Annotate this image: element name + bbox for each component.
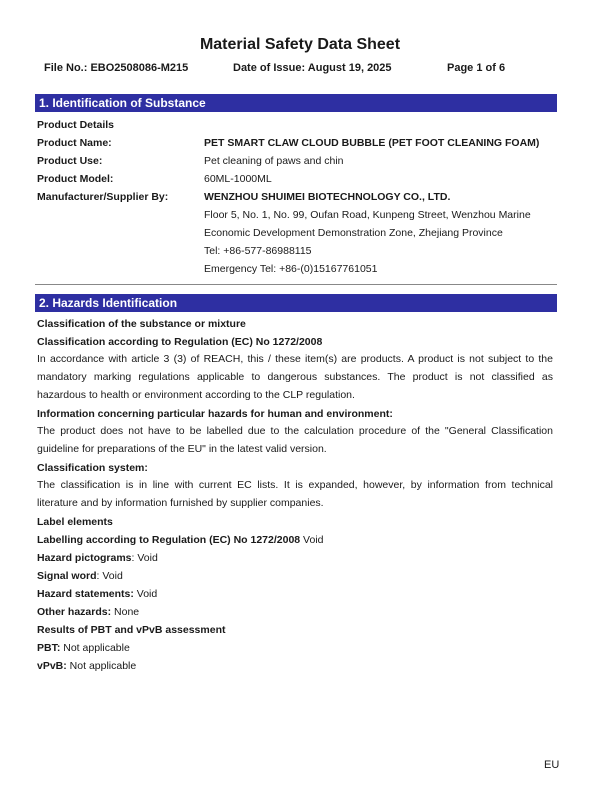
product-model-label: Product Model:	[37, 173, 114, 185]
other-hazards-line	[37, 606, 139, 618]
product-use-label: Product Use:	[37, 155, 103, 167]
product-model-value: 60ML-1000ML	[204, 173, 272, 185]
product-name-label: Product Name:	[37, 137, 112, 149]
classification-system-heading: Classification system:	[37, 462, 148, 474]
manufacturer-label: Manufacturer/Supplier By:	[37, 191, 169, 203]
hazard-statements-line	[37, 588, 157, 600]
pictograms-value: : Void	[131, 552, 158, 564]
signal-word-value: : Void	[96, 570, 123, 582]
address-line: Economic Development Demonstration Zone, Zhejiang Province	[204, 227, 503, 239]
signal-word-line	[37, 570, 123, 582]
vpvb-value: Not applicable	[66, 660, 137, 672]
vpvb-line	[37, 660, 136, 672]
regulation-heading: Classification according to Regulation (EC) No 1272/2008	[37, 336, 323, 348]
classification-system-text: The classification is in line with current EC lists. It is expanded, however, by information from technical literature and by information furnished by supplier companies.	[37, 479, 553, 509]
info-text: The product does not have to be labelled due to the calculation procedure of the "General Classification guideline for preparations of the EU" in the latest valid version.	[37, 425, 553, 455]
other-hazards-value: None	[111, 606, 140, 618]
label-elements-heading: Label elements	[37, 516, 113, 528]
pbt-label: PBT:	[37, 642, 61, 654]
info-heading: Information concerning particular hazards for human and environment:	[37, 408, 393, 420]
product-details-heading: Product Details	[37, 119, 115, 131]
document-title: Material Safety Data Sheet	[199, 36, 401, 53]
emergency-telephone: Emergency Tel: +86-(0)15167761051	[204, 263, 378, 275]
other-hazards-label: Other hazards:	[37, 606, 112, 618]
product-name-value: PET SMART CLAW CLOUD BUBBLE (PET FOOT CLEANING FOAM)	[204, 137, 540, 149]
file-number: File No.: EBO2508086-M215	[44, 62, 189, 74]
signal-word-label: Signal word	[37, 570, 97, 582]
telephone: Tel: +86-577-86988115	[204, 245, 312, 257]
pbt-line	[37, 642, 130, 654]
page-indicator: Page 1 of 6	[447, 62, 506, 74]
pictograms-line	[37, 552, 158, 564]
regulation-text: In accordance with article 3 (3) of REACH, this / these item(s) are products. A product is not subject to the mandatory marking regulations applicable to dangerous substances. The product is not classified as hazardous to health or environment according to the CLP regulation.	[37, 353, 553, 401]
section-2-heading: 2. Hazards Identification	[35, 294, 557, 312]
hazard-statements-label: Hazard statements:	[37, 588, 134, 600]
pbt-heading: Results of PBT and vPvB assessment	[37, 624, 226, 636]
labelling-value: Void	[300, 534, 324, 546]
labelling-line	[37, 534, 324, 546]
manufacturer-value: WENZHOU SHUIMEI BIOTECHNOLOGY CO., LTD.	[204, 191, 451, 203]
hazard-statements-value: Void	[133, 588, 158, 600]
classification-heading: Classification of the substance or mixture	[37, 318, 246, 330]
address-line: Floor 5, No. 1, No. 99, Oufan Road, Kunpeng Street, Wenzhou Marine	[204, 209, 531, 221]
labelling-heading: Labelling according to Regulation (EC) No 1272/2008	[37, 534, 301, 546]
vpvb-label: vPvB:	[37, 660, 67, 672]
issue-date: Date of Issue: August 19, 2025	[233, 62, 392, 74]
region-code: EU	[544, 759, 560, 771]
pictograms-label: Hazard pictograms	[37, 552, 132, 564]
pbt-value: Not applicable	[60, 642, 130, 654]
section-divider	[35, 284, 557, 285]
section-1-heading: 1. Identification of Substance	[35, 94, 557, 112]
product-use-value: Pet cleaning of paws and chin	[204, 155, 344, 167]
